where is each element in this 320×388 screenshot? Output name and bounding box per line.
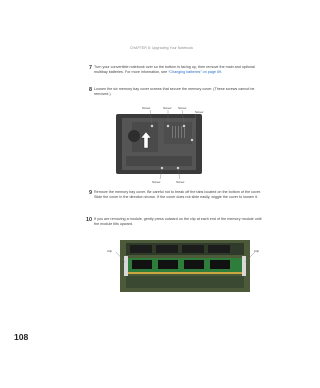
page-number: 108 <box>14 332 29 342</box>
clip-callout: Clip <box>254 249 260 253</box>
memory-bay-photo <box>112 104 208 186</box>
screw-callout: Screw <box>142 106 151 110</box>
screw <box>150 124 153 127</box>
changing-batteries-link[interactable]: “Changing batteries” on page 69 <box>168 70 222 75</box>
screw-callout: Screw <box>152 180 161 184</box>
screw-callout: Screw <box>195 110 204 114</box>
chapter-header: CHAPTER 8: Upgrading Your Notebook <box>130 46 194 50</box>
step-7 <box>89 64 264 75</box>
screw <box>160 166 163 169</box>
step-text: Remove the memory bay cover. Be careful not to break off the tabs located on the bottom of the cover. Slide the cover in the direction shown. If the cover does not slide easily, wiggle the cover to loosen it. <box>94 190 261 200</box>
screw-callout: Screw <box>176 180 185 184</box>
screw-callout: Screw <box>178 106 187 110</box>
screw <box>182 124 185 127</box>
screw <box>176 166 179 169</box>
clip-callout: Clip <box>107 249 113 253</box>
step-number: 9 <box>89 189 92 196</box>
clip <box>124 256 128 276</box>
step-text: Loosen the six memory bay cover screws that secure the memory cover. (These screws cannot be removed.) <box>94 87 255 97</box>
screw-callout: Screw <box>163 106 172 110</box>
step-text: Turn your convertible notebook over so the bottom is facing up, then remove the main and optional multibay batteries. For more information, see “Changing batteries” on page 69. <box>94 65 255 75</box>
screw <box>166 124 169 127</box>
step-10 <box>86 216 264 227</box>
step-8 <box>89 86 264 97</box>
step-number: 10 <box>86 216 92 223</box>
screw <box>190 138 193 141</box>
step-number: 8 <box>89 86 92 93</box>
clip <box>242 256 246 276</box>
step-number: 7 <box>89 64 92 71</box>
step-9 <box>89 189 264 200</box>
memory-module-photo <box>106 238 266 294</box>
step-text: If you are removing a module, gently press outward on the clip at each end of the memory module until the module tilts upward. <box>94 217 262 227</box>
